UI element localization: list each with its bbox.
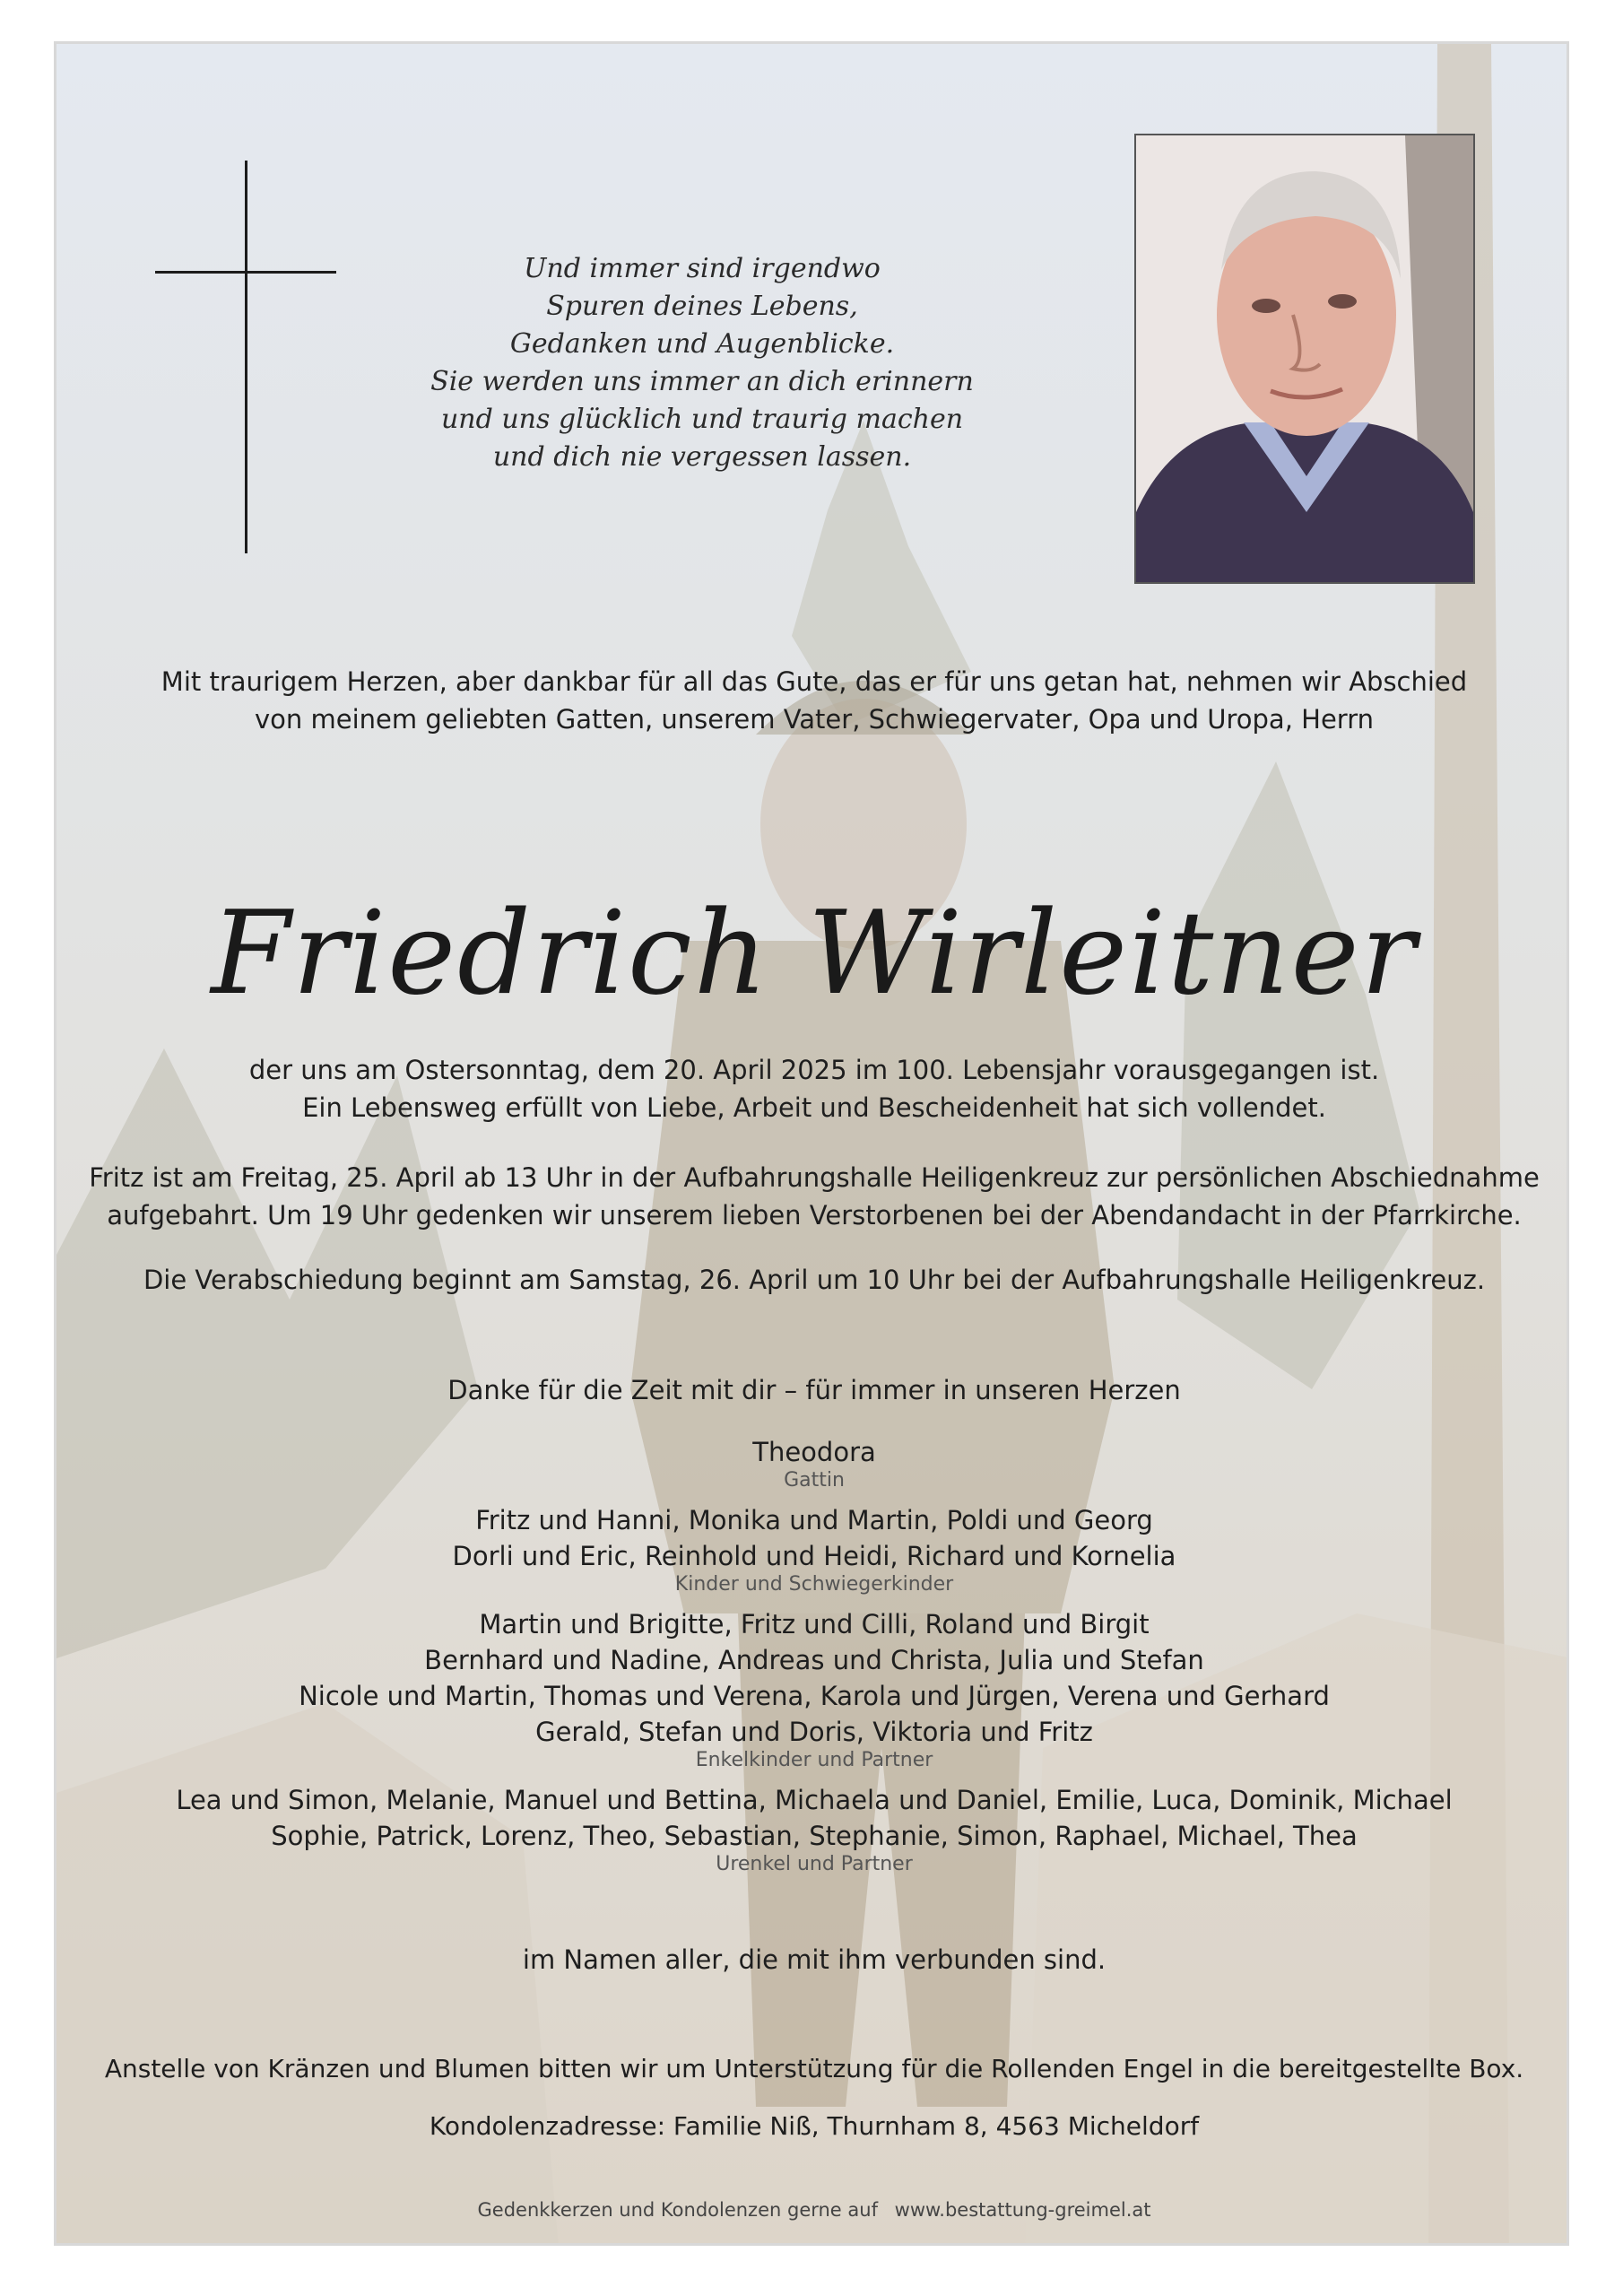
portrait-photo — [1134, 134, 1475, 584]
donation-request: Anstelle von Kränzen und Blumen bitten wir um Unterstützung für die Rollenden Engel in die bereitgestellte Box. — [104, 2054, 1524, 2083]
family-names: Bernhard und Nadine, Andreas und Christa, Julia und Stefan — [424, 1645, 1204, 1675]
obituary-card — [54, 41, 1569, 2246]
family-role: Gattin — [784, 1469, 845, 1492]
family-names: Theodora — [752, 1437, 876, 1467]
footer-text: Gedenkkerzen und Kondolenzen gerne auf — [477, 2199, 878, 2221]
family-names: Nicole und Martin, Thomas und Verena, Karola und Jürgen, Verena und Gerhard — [299, 1681, 1330, 1711]
poem-line: Und immer sind irgendwo — [524, 253, 881, 284]
deceased-name: Friedrich Wirleitner — [211, 887, 1418, 1021]
cross-horizontal-bar — [155, 271, 336, 274]
closing-line: im Namen aller, die mit ihm verbunden sind. — [522, 1944, 1107, 1975]
poem-line: und uns glücklich und traurig machen — [440, 404, 964, 435]
death-line: Ein Lebensweg erfüllt von Liebe, Arbeit und Bescheidenheit hat sich vollendet. — [302, 1092, 1326, 1123]
farewell-info: Die Verabschiedung beginnt am Samstag, 26. April um 10 Uhr bei der Aufbahrungshalle Heiligenkreuz. — [143, 1265, 1486, 1295]
website-link[interactable]: www.bestattung-greimel.at — [894, 2199, 1151, 2221]
poem-line: Gedanken und Augenblicke. — [509, 328, 895, 360]
intro-line: von meinem geliebten Gatten, unserem Vater, Schwiegervater, Opa und Uropa, Herrn — [254, 704, 1374, 735]
family-names: Fritz und Hanni, Monika und Martin, Poldi und Georg — [475, 1505, 1153, 1535]
death-notice — [56, 1051, 1569, 1126]
family-group-great-grandchildren — [56, 1782, 1569, 1875]
death-line: der uns am Ostersonntag, dem 20. April 2025 im 100. Lebensjahr vorausgegangen ist. — [248, 1055, 1380, 1085]
family-names: Dorli und Eric, Reinhold und Heidi, Richard und Kornelia — [452, 1541, 1176, 1571]
family-list — [56, 1434, 1569, 1886]
viewing-info — [56, 1159, 1569, 1234]
family-names: Sophie, Patrick, Lorenz, Theo, Sebastian, Stephanie, Simon, Raphael, Michael, Thea — [271, 1821, 1358, 1851]
viewing-line: aufgebahrt. Um 19 Uhr gedenken wir unserem lieben Verstorbenen bei der Abendandacht in der Pfarrkirche. — [107, 1200, 1522, 1231]
family-group-grandchildren — [56, 1606, 1569, 1771]
intro-line: Mit traurigem Herzen, aber dankbar für all das Gute, das er für uns getan hat, nehmen wir Abschied — [161, 666, 1468, 697]
memorial-poem — [397, 250, 1007, 476]
poem-line: und dich nie vergessen lassen. — [492, 441, 912, 473]
condolence-address: Kondolenzadresse: Familie Niß, Thurnham 8, 4563 Micheldorf — [429, 2111, 1200, 2141]
thanks-line: Danke für die Zeit mit dir – für immer in unseren Herzen — [447, 1375, 1181, 1405]
poem-line: Sie werden uns immer an dich erinnern — [430, 366, 974, 397]
footer — [56, 2196, 1569, 2223]
family-names: Lea und Simon, Melanie, Manuel und Bettina, Michaela und Daniel, Emilie, Luca, Dominik, Michael — [176, 1785, 1453, 1815]
viewing-line: Fritz ist am Freitag, 25. April ab 13 Uhr in der Aufbahrungshalle Heiligenkreuz zur persönlichen Abschiednahme — [89, 1162, 1540, 1193]
poem-line: Spuren deines Lebens, — [546, 291, 858, 322]
cross-vertical-bar — [245, 161, 247, 553]
family-group-children — [56, 1502, 1569, 1596]
intro-text — [56, 663, 1569, 738]
family-role: Enkelkinder und Partner — [695, 1749, 933, 1771]
family-role: Kinder und Schwiegerkinder — [674, 1573, 954, 1596]
family-names: Martin und Brigitte, Fritz und Cilli, Roland und Birgit — [479, 1609, 1150, 1639]
family-role: Urenkel und Partner — [716, 1853, 913, 1875]
family-names: Gerald, Stefan und Doris, Viktoria und Fritz — [535, 1717, 1093, 1747]
family-group-spouse — [56, 1434, 1569, 1492]
